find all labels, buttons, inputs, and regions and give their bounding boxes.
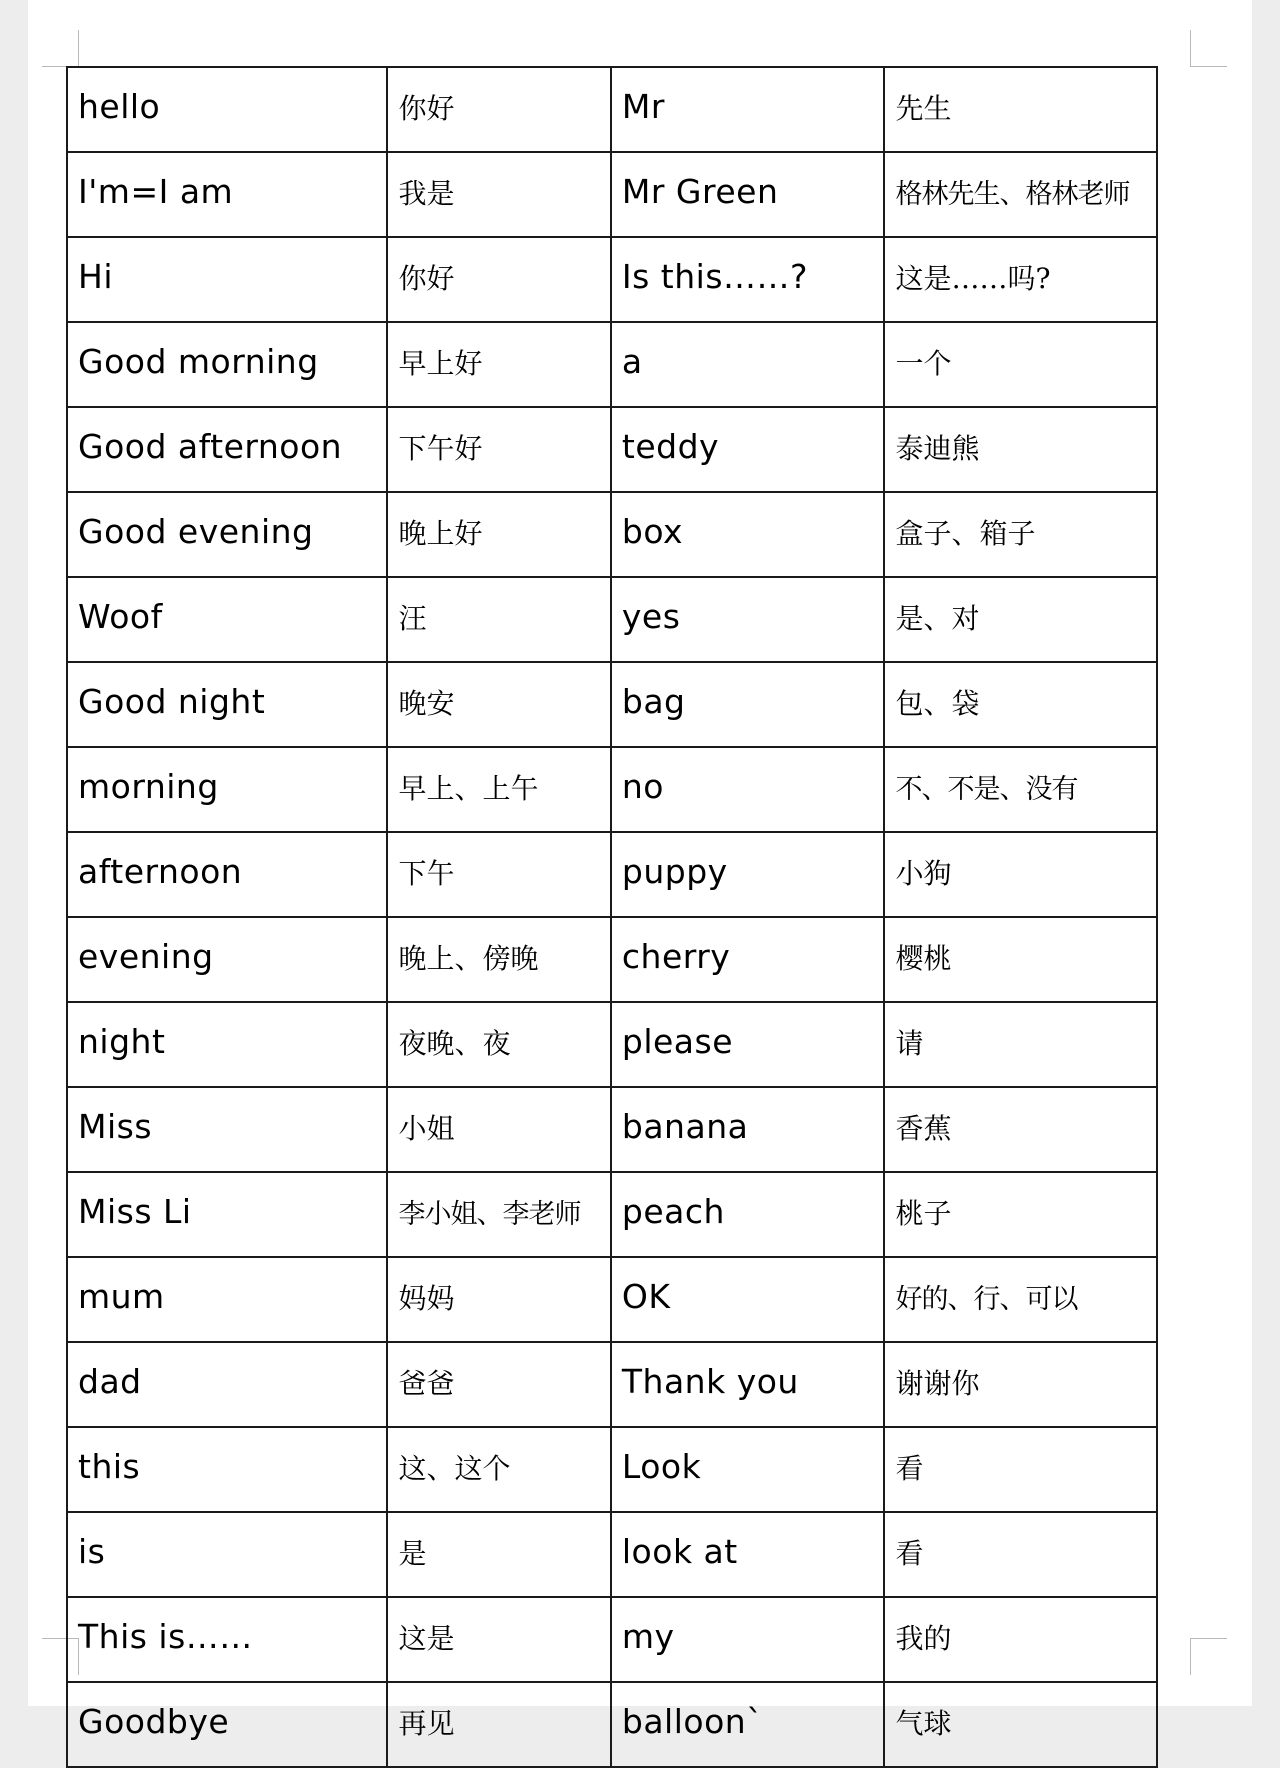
table-row	[67, 1257, 1157, 1342]
english-word-cell: is	[67, 1512, 387, 1597]
english-word-cell: Miss Li	[67, 1172, 387, 1257]
english-word-cell: OK	[611, 1257, 885, 1342]
english-word-cell: teddy	[611, 407, 885, 492]
page-corner-mark-top-left	[42, 30, 79, 67]
english-word-cell: I'm=I am	[67, 152, 387, 237]
chinese-meaning-cell: 早上好	[387, 322, 610, 407]
english-word-cell: Look	[611, 1427, 885, 1512]
vocabulary-table	[66, 66, 1158, 1768]
english-word-cell: banana	[611, 1087, 885, 1172]
english-word-cell: Thank you	[611, 1342, 885, 1427]
chinese-meaning-cell: 晚上、傍晚	[387, 917, 610, 1002]
chinese-meaning-cell: 再见	[387, 1682, 610, 1767]
english-word-cell: this	[67, 1427, 387, 1512]
english-word-cell: dad	[67, 1342, 387, 1427]
english-word-cell: night	[67, 1002, 387, 1087]
table-row	[67, 407, 1157, 492]
chinese-meaning-cell: 格林先生、格林老师	[884, 152, 1157, 237]
chinese-meaning-cell: 谢谢你	[884, 1342, 1157, 1427]
english-word-cell: balloon`	[611, 1682, 885, 1767]
chinese-meaning-cell: 一个	[884, 322, 1157, 407]
english-word-cell: Good morning	[67, 322, 387, 407]
chinese-meaning-cell: 妈妈	[387, 1257, 610, 1342]
chinese-meaning-cell: 爸爸	[387, 1342, 610, 1427]
english-word-cell: afternoon	[67, 832, 387, 917]
chinese-meaning-cell: 这是	[387, 1597, 610, 1682]
chinese-meaning-cell: 汪	[387, 577, 610, 662]
table-row	[67, 492, 1157, 577]
english-word-cell: a	[611, 322, 885, 407]
english-word-cell: hello	[67, 67, 387, 152]
english-word-cell: Mr	[611, 67, 885, 152]
english-word-cell: mum	[67, 1257, 387, 1342]
english-word-cell: please	[611, 1002, 885, 1087]
table-row	[67, 577, 1157, 662]
english-word-cell: no	[611, 747, 885, 832]
table-row	[67, 1002, 1157, 1087]
table-row	[67, 1342, 1157, 1427]
english-word-cell: Good evening	[67, 492, 387, 577]
table-row	[67, 832, 1157, 917]
english-word-cell: Mr Green	[611, 152, 885, 237]
english-word-cell: evening	[67, 917, 387, 1002]
chinese-meaning-cell: 看	[884, 1427, 1157, 1512]
english-word-cell: bag	[611, 662, 885, 747]
chinese-meaning-cell: 小狗	[884, 832, 1157, 917]
chinese-meaning-cell: 包、袋	[884, 662, 1157, 747]
chinese-meaning-cell: 好的、行、可以	[884, 1257, 1157, 1342]
english-word-cell: Woof	[67, 577, 387, 662]
table-row	[67, 1597, 1157, 1682]
chinese-meaning-cell: 泰迪熊	[884, 407, 1157, 492]
english-word-cell: Good afternoon	[67, 407, 387, 492]
english-word-cell: my	[611, 1597, 885, 1682]
chinese-meaning-cell: 我的	[884, 1597, 1157, 1682]
chinese-meaning-cell: 请	[884, 1002, 1157, 1087]
table-row	[67, 1087, 1157, 1172]
chinese-meaning-cell: 是、对	[884, 577, 1157, 662]
chinese-meaning-cell: 夜晚、夜	[387, 1002, 610, 1087]
chinese-meaning-cell: 桃子	[884, 1172, 1157, 1257]
chinese-meaning-cell: 李小姐、李老师	[387, 1172, 610, 1257]
table-row	[67, 1172, 1157, 1257]
english-word-cell: This is……	[67, 1597, 387, 1682]
chinese-meaning-cell: 早上、上午	[387, 747, 610, 832]
table-row	[67, 1682, 1157, 1767]
table-row	[67, 237, 1157, 322]
chinese-meaning-cell: 晚上好	[387, 492, 610, 577]
chinese-meaning-cell: 我是	[387, 152, 610, 237]
vocabulary-table-body	[67, 67, 1157, 1767]
table-row	[67, 662, 1157, 747]
english-word-cell: Hi	[67, 237, 387, 322]
chinese-meaning-cell: 香蕉	[884, 1087, 1157, 1172]
chinese-meaning-cell: 先生	[884, 67, 1157, 152]
chinese-meaning-cell: 樱桃	[884, 917, 1157, 1002]
chinese-meaning-cell: 下午	[387, 832, 610, 917]
chinese-meaning-cell: 你好	[387, 237, 610, 322]
table-row	[67, 322, 1157, 407]
chinese-meaning-cell: 不、不是、没有	[884, 747, 1157, 832]
chinese-meaning-cell: 这、这个	[387, 1427, 610, 1512]
chinese-meaning-cell: 这是……吗?	[884, 237, 1157, 322]
english-word-cell: Good night	[67, 662, 387, 747]
english-word-cell: Goodbye	[67, 1682, 387, 1767]
english-word-cell: yes	[611, 577, 885, 662]
table-row	[67, 1512, 1157, 1597]
english-word-cell: Miss	[67, 1087, 387, 1172]
chinese-meaning-cell: 盒子、箱子	[884, 492, 1157, 577]
table-row	[67, 152, 1157, 237]
chinese-meaning-cell: 晚安	[387, 662, 610, 747]
table-row	[67, 917, 1157, 1002]
chinese-meaning-cell: 下午好	[387, 407, 610, 492]
english-word-cell: puppy	[611, 832, 885, 917]
page-corner-mark-bottom-right	[1190, 1638, 1227, 1675]
chinese-meaning-cell: 是	[387, 1512, 610, 1597]
table-row	[67, 1427, 1157, 1512]
table-row	[67, 67, 1157, 152]
chinese-meaning-cell: 看	[884, 1512, 1157, 1597]
page-corner-mark-top-right	[1190, 30, 1227, 67]
chinese-meaning-cell: 小姐	[387, 1087, 610, 1172]
chinese-meaning-cell: 气球	[884, 1682, 1157, 1767]
english-word-cell: cherry	[611, 917, 885, 1002]
table-row	[67, 747, 1157, 832]
english-word-cell: Is this……?	[611, 237, 885, 322]
chinese-meaning-cell: 你好	[387, 67, 610, 152]
english-word-cell: morning	[67, 747, 387, 832]
english-word-cell: look at	[611, 1512, 885, 1597]
english-word-cell: peach	[611, 1172, 885, 1257]
english-word-cell: box	[611, 492, 885, 577]
